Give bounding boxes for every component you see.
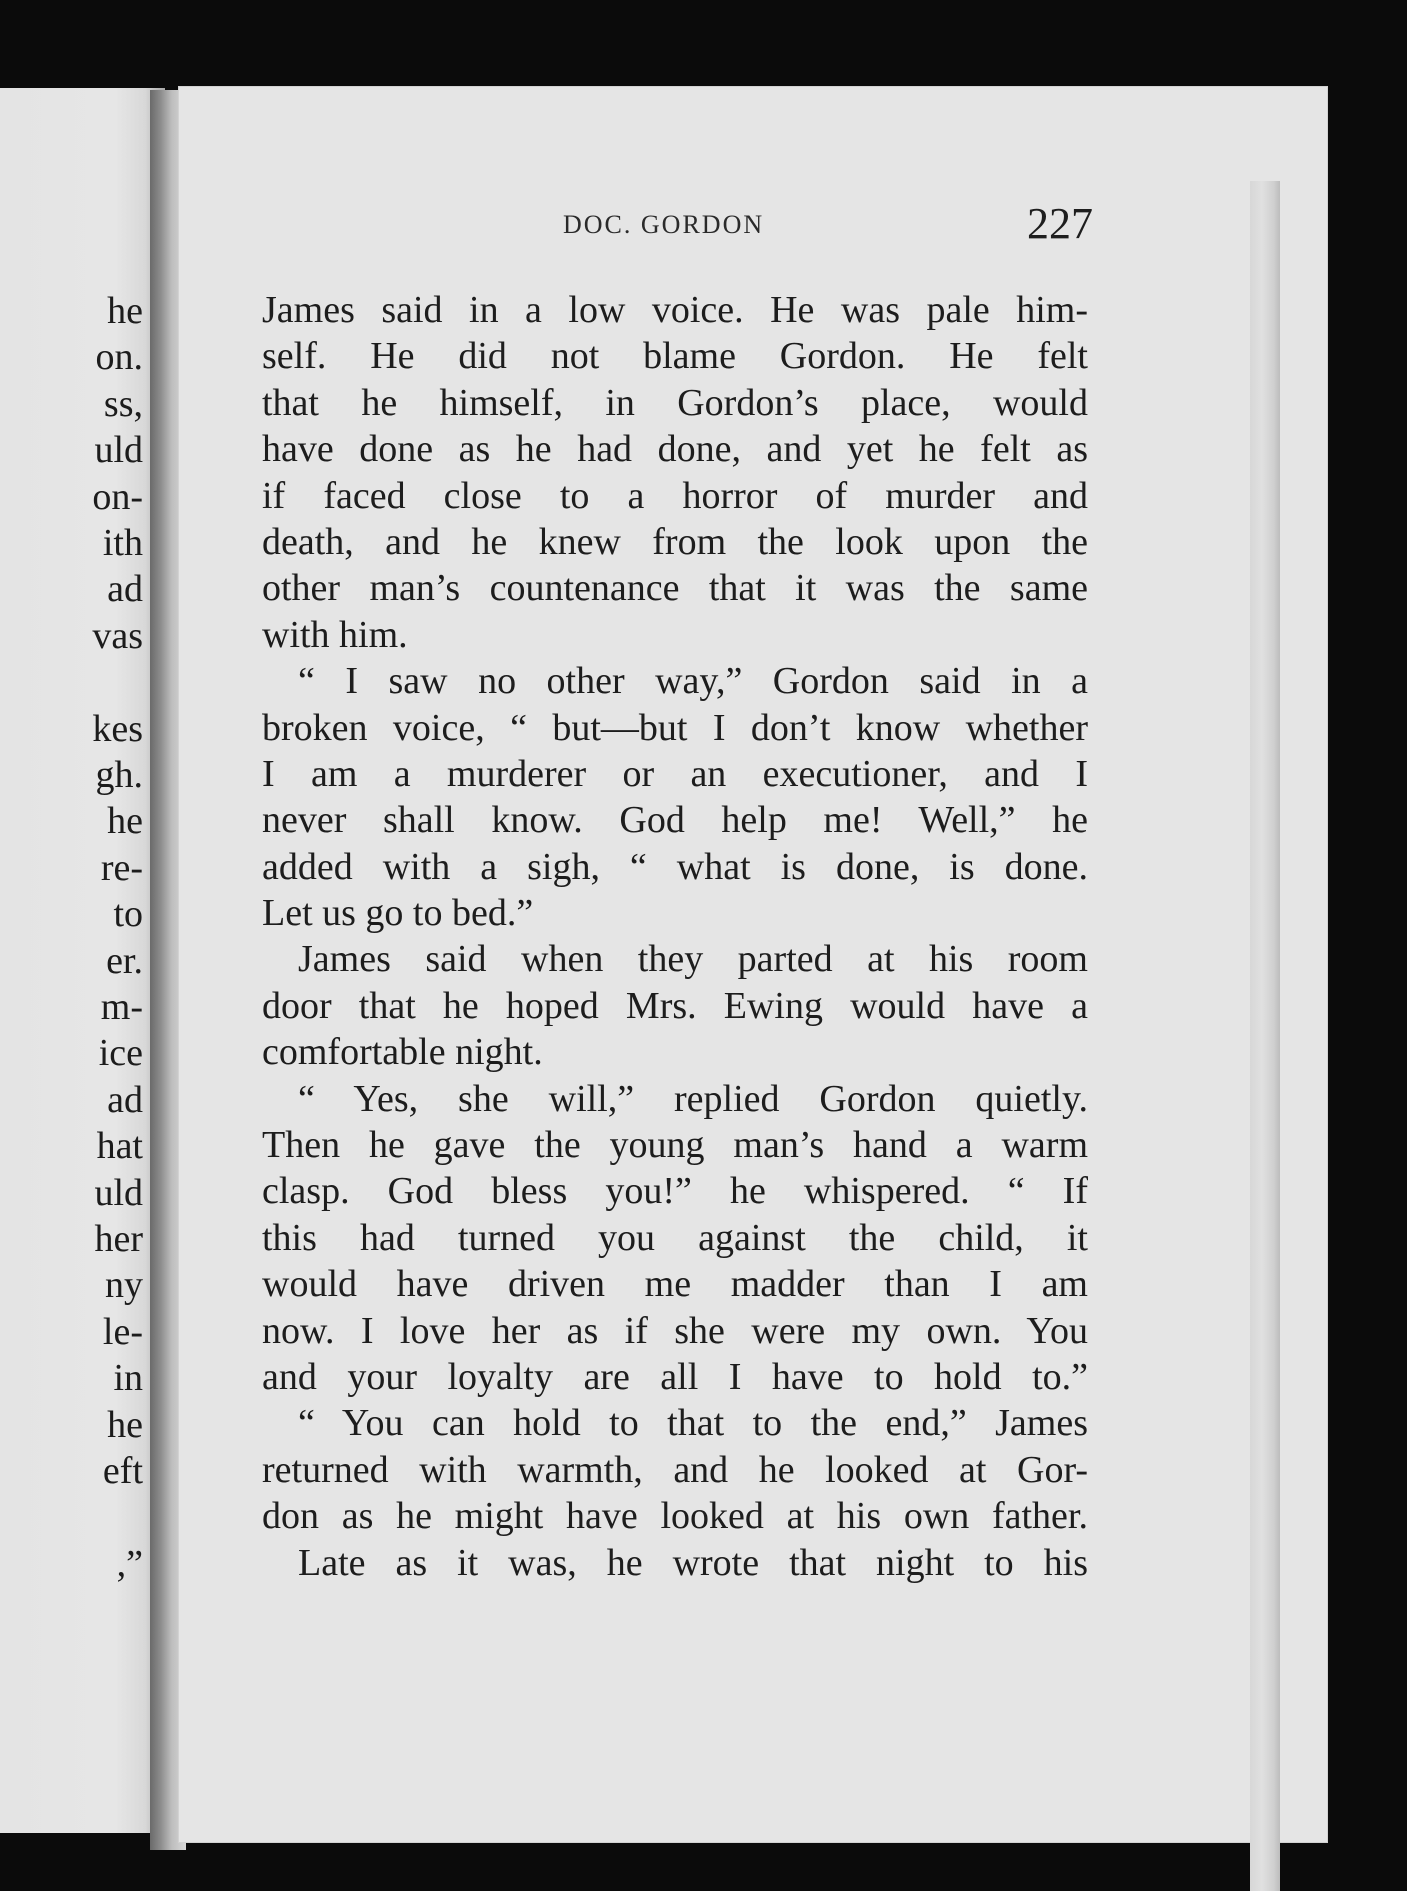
facing-page-fragment: uld [94,1171,143,1214]
text-line: “ I saw no other way,” Gordon said in a [298,660,1088,703]
facing-page-fragment: eft [102,1450,143,1492]
text-line: James said when they parted at his room [298,938,1088,981]
facing-page-fragment: er. [106,939,143,982]
facing-page-fragment: ice [98,1032,143,1075]
facing-page-fragment: he [107,1403,143,1446]
facing-page-fragment: re- [100,846,143,889]
facing-page-fragment: he [107,800,143,843]
text-line: added with a sigh, “ what is done, is done. [262,845,1088,888]
facing-page-fragment: ss, [103,382,143,425]
text-line: that he himself, in Gordon’s place, would [262,381,1088,424]
facing-page-fragment: ith [102,522,143,564]
facing-page-fragment: on- [92,475,143,518]
text-line: Late as it was, he wrote that night to his [298,1541,1088,1584]
page-edge [1250,181,1280,1891]
facing-page-fragment: gh. [95,754,143,796]
text-line: don as he might have looked at his own father. [262,1495,1088,1538]
facing-page-fragment: m- [100,986,143,1028]
facing-page-fragment: her [94,1218,143,1260]
facing-page-fragment: hat [96,1125,143,1168]
facing-page-fragment: to [113,893,143,936]
facing-page-fragment: ad [107,568,143,611]
facing-page-fragment: on. [95,336,143,379]
text-line: clasp. God bless you!” he whispered. “ If [262,1170,1088,1213]
facing-page-fragment: le- [102,1310,143,1353]
text-line: “ Yes, she will,” replied Gordon quietly. [298,1077,1088,1120]
facing-page-fragment: uld [94,429,143,472]
facing-page-fragment: vas [92,614,143,657]
text-line: broken voice, “ but—but I don’t know whether [262,706,1088,749]
text-line: I am a murderer or an executioner, and I [262,752,1088,795]
text-line: death, and he knew from the look upon the [262,520,1088,563]
text-line: “ You can hold to that to the end,” James [298,1402,1088,1445]
text-line: James said in a low voice. He was pale him- [262,289,1088,331]
page-number: 227 [1027,199,1093,248]
text-line: self. He did not blame Gordon. He felt [262,335,1088,378]
facing-page-fragment: kes [92,707,143,750]
facing-page-fragment: he [107,290,143,332]
text-line: door that he hoped Mrs. Ewing would have a [262,984,1088,1027]
text-line: would have driven me madder than I am [262,1263,1088,1306]
text-line: comfortable night. [262,1031,543,1074]
text-line: if faced close to a horror of murder and [262,474,1088,517]
facing-page-left [0,88,165,1833]
text-line: now. I love her as if she were my own. You [262,1309,1088,1352]
text-line: other man’s countenance that it was the same [262,567,1088,610]
facing-page-fragment: ad [107,1078,143,1121]
text-line: this had turned you against the child, it [262,1216,1088,1259]
body-text [262,287,1088,1586]
running-head: DOC. GORDON [563,210,765,239]
text-line: never shall know. God help me! Well,” he [262,799,1088,842]
text-line: Let us go to bed.” [262,892,534,935]
text-line: returned with warmth, and he looked at Gor- [262,1448,1088,1491]
facing-page-fragment: ny [105,1264,143,1307]
facing-page-fragment: ,” [116,1542,143,1585]
text-line: with him. [262,613,408,656]
facing-page-fragment: in [113,1357,143,1400]
text-line: and your loyalty are all I have to hold to.” [262,1355,1088,1398]
text-line: Then he gave the young man’s hand a warm [262,1124,1088,1167]
text-line: have done as he had done, and yet he felt as [262,428,1088,471]
